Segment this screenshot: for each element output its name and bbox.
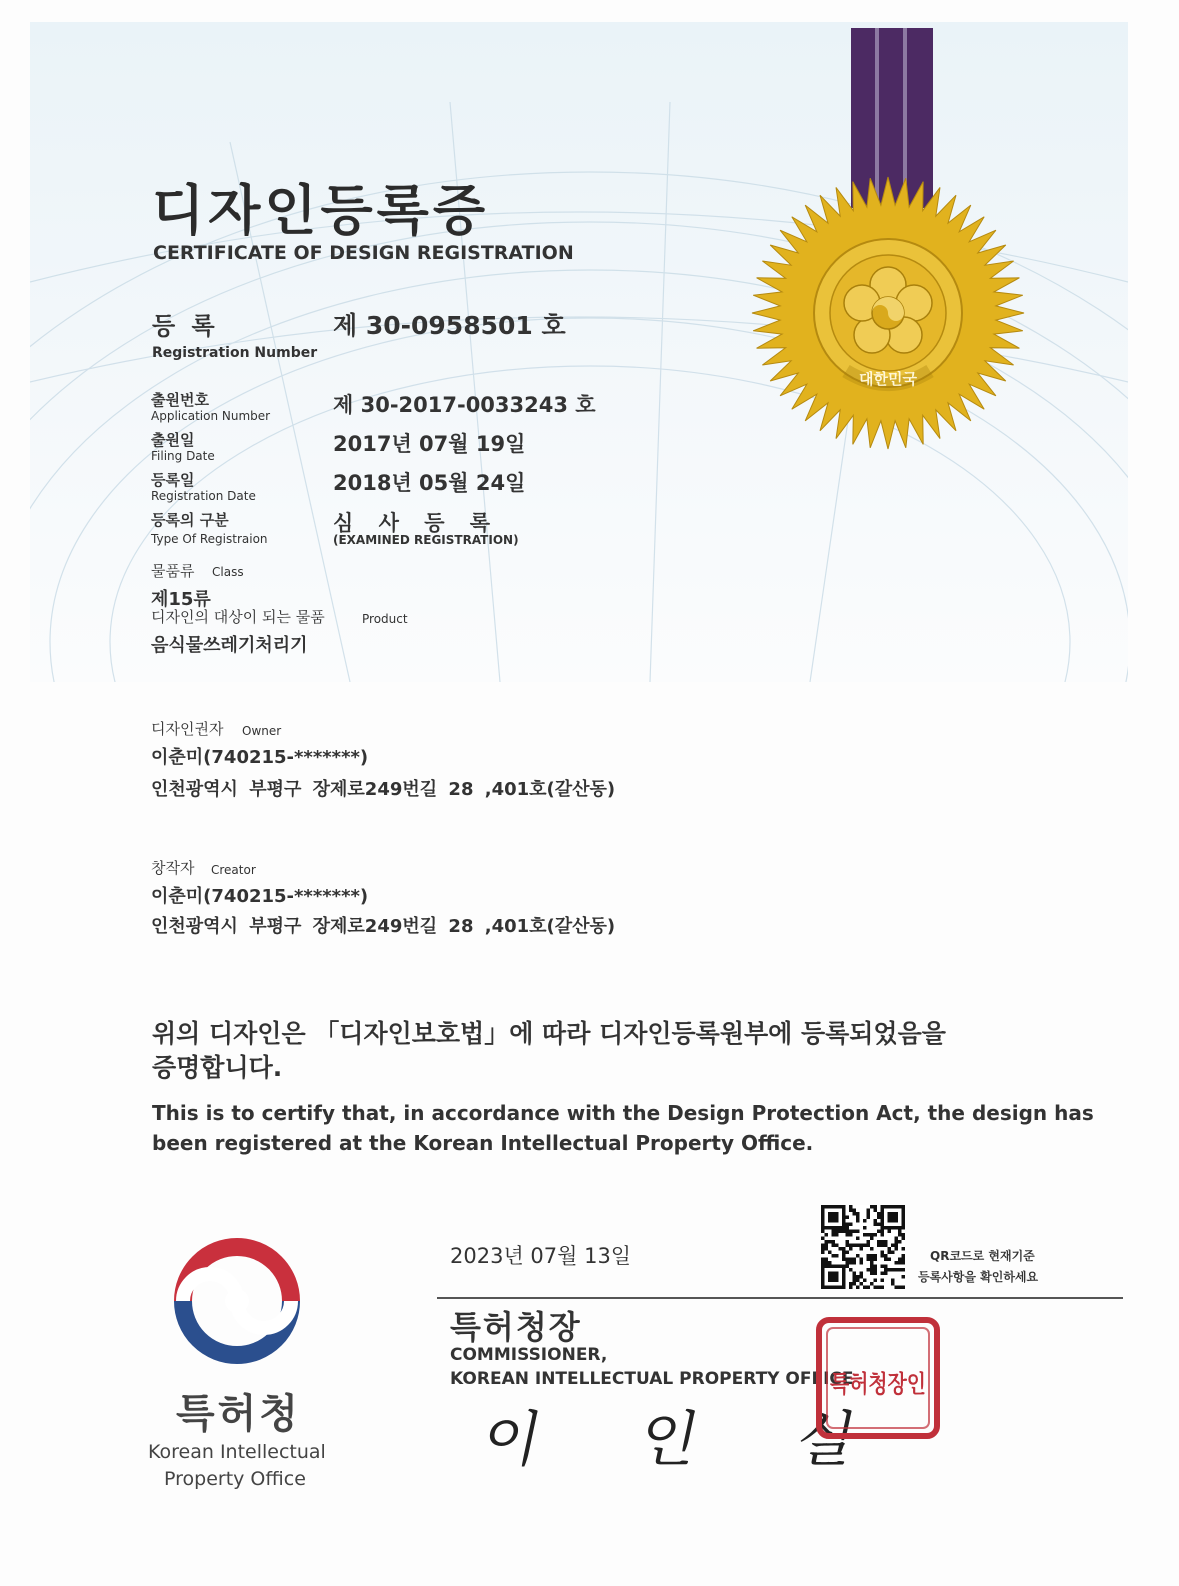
registration-type-value: 심 사 등 록 <box>333 511 500 535</box>
title-korean: 디자인등록증 <box>152 179 489 242</box>
registration-date-label-ko: 등록일 <box>151 471 195 489</box>
kipo-name-en-line-2: Property Office <box>164 1468 306 1490</box>
class-value: 제15류 <box>151 589 211 610</box>
filing-date-label-en: Filing Date <box>151 449 215 463</box>
statement-ko-line-1: 위의 디자인은 「디자인보호법」에 따라 디자인등록원부에 등록되었음을 <box>152 1019 946 1048</box>
divider-line <box>437 1297 1123 1299</box>
qr-note-line-2: 등록사항을 확인하세요 <box>918 1270 1039 1284</box>
creator-address: 인천광역시 부평구 장제로249번길 28 ,401호(갈산동) <box>151 916 616 937</box>
product-value: 음식물쓰레기처리기 <box>151 635 308 656</box>
title-english: CERTIFICATE OF DESIGN REGISTRATION <box>153 242 574 264</box>
registration-date-value: 2018년 05월 24일 <box>333 471 526 495</box>
creator-label-ko: 창작자 <box>151 859 195 877</box>
kipo-name-ko: 특허청 <box>176 1391 301 1437</box>
commissioner-title-en-2: KOREAN INTELLECTUAL PROPERTY OFFICE <box>450 1369 854 1389</box>
commissioner-title-ko: 특허청장 <box>450 1308 582 1346</box>
owner-address: 인천광역시 부평구 장제로249번길 28 ,401호(갈산동) <box>151 779 616 800</box>
signature: 이 인 실 <box>475 1405 903 1475</box>
gold-seal <box>750 175 1026 451</box>
qr-code[interactable] <box>821 1205 905 1293</box>
product-label-en: Product <box>362 612 408 626</box>
registration-label-ko: 등 록 <box>152 312 219 340</box>
qr-code-icon <box>821 1205 905 1289</box>
class-label-en: Class <box>212 565 244 579</box>
statement-en-line-1: This is to certify that, in accordance with the Design Protection Act, the design has <box>152 1101 1094 1125</box>
red-seal-text: 특허청장인 <box>830 1369 926 1398</box>
filing-date-value: 2017년 07월 19일 <box>333 432 526 456</box>
registration-number: 제 30-0958501 호 <box>333 311 566 340</box>
qr-note-line-1: QR코드로 현재기준 <box>930 1249 1035 1263</box>
owner-label-en: Owner <box>242 724 282 738</box>
creator-name: 이춘미(740215-*******) <box>151 886 369 907</box>
owner-name: 이춘미(740215-*******) <box>151 747 369 768</box>
statement-en-line-2: been registered at the Korean Intellectual Property Office. <box>152 1131 814 1155</box>
application-number-label-ko: 출원번호 <box>151 391 209 409</box>
class-label-ko: 물품류 <box>151 562 195 580</box>
product-label-ko: 디자인의 대상이 되는 물품 <box>151 608 325 626</box>
kipo-name-en-line-1: Korean Intellectual <box>148 1441 326 1463</box>
seal-text: 대한민국 <box>859 370 917 388</box>
registration-label-en: Registration Number <box>152 345 318 361</box>
kipo-logo <box>173 1237 301 1369</box>
filing-date-label-ko: 출원일 <box>151 431 195 449</box>
registration-type-label-en: Type Of Registraion <box>151 532 268 546</box>
statement-ko-line-2: 증명합니다. <box>152 1053 283 1082</box>
issue-date: 2023년 07월 13일 <box>450 1244 632 1268</box>
commissioner-title-en-1: COMMISSIONER, <box>450 1345 608 1365</box>
creator-label-en: Creator <box>211 863 256 877</box>
official-red-seal <box>815 1316 941 1440</box>
registration-date-label-en: Registration Date <box>151 489 256 503</box>
owner-label-ko: 디자인권자 <box>151 720 224 738</box>
registration-type-value-en: (EXAMINED REGISTRATION) <box>333 533 519 547</box>
application-number-value: 제 30-2017-0033243 호 <box>333 393 596 417</box>
registration-type-label-ko: 등록의 구분 <box>151 511 229 529</box>
application-number-label-en: Application Number <box>151 409 271 423</box>
taegeuk-icon <box>173 1237 301 1365</box>
